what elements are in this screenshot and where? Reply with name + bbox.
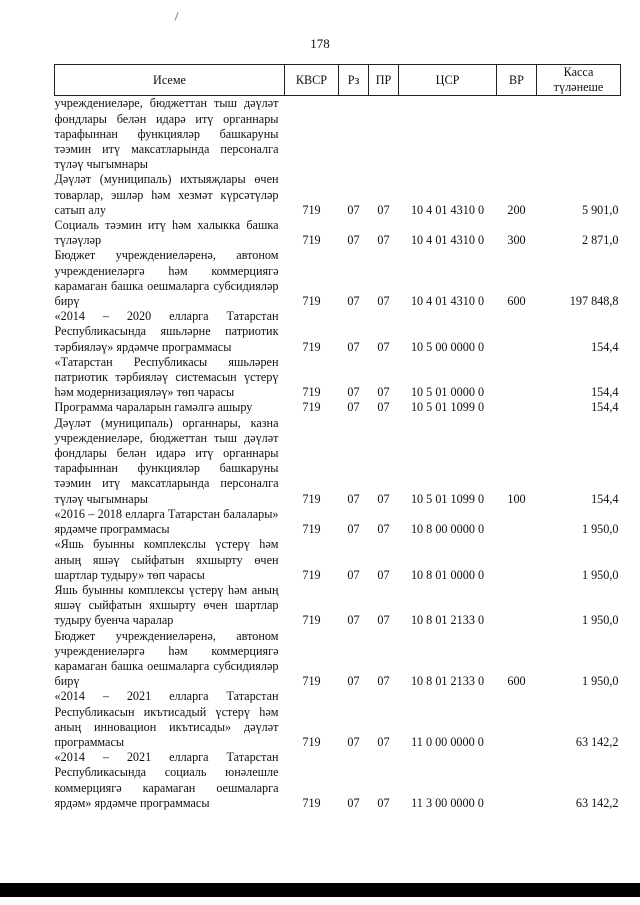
cell-kvsr: 719 (302, 567, 321, 582)
table-row (55, 355, 621, 401)
cell-pr: 07 (377, 734, 390, 749)
table-header-row (55, 65, 621, 96)
cell-vr (497, 507, 537, 537)
cell-vr (497, 309, 537, 355)
cell-amount: 197 848,8 (569, 294, 619, 309)
table-row (55, 172, 621, 218)
cell-name: «2014 – 2021 елларга Татарстан Республикасын икътисадый үстерү һәм аның инновацион икътисады» дәүләт программасы (54, 689, 279, 749)
cell-pr: 07 (377, 400, 390, 415)
page-number: 178 (310, 36, 330, 51)
cell-kvsr: 719 (302, 202, 321, 217)
cell-rz: 07 (347, 339, 360, 354)
cell-csr: 11 0 00 0000 0 (411, 734, 484, 749)
table-body (55, 96, 621, 811)
cell-pr: 07 (377, 233, 390, 248)
cell-csr: 10 8 01 2133 0 (410, 674, 485, 689)
cell-amount: 63 142,2 (575, 795, 619, 810)
cell-pr: 07 (377, 491, 390, 506)
cell-name: Дәүләт (муниципаль) органнары, казна учреждениеләре, бюджеттан тыш дәүләт фондлары белән идарә итү органнары тарафыннан функцияләр башкаруны тәэмин итү максатларында персоналга түләү чыгымнары (54, 415, 279, 506)
cell-kvsr (285, 96, 339, 173)
cell-amount: 5 901,0 (581, 202, 619, 217)
cell-name: Социаль тәэмин итү һәм халыкка башка түләүләр (54, 218, 279, 248)
cell-rz: 07 (347, 567, 360, 582)
cell-rz: 07 (347, 294, 360, 309)
cell-csr: 10 4 01 4310 0 (410, 202, 485, 217)
cell-csr: 10 8 01 0000 0 (410, 567, 485, 582)
cell-vr (497, 750, 537, 811)
cell-kvsr: 719 (302, 522, 321, 537)
cell-kvsr: 719 (302, 491, 321, 506)
table-row (55, 400, 621, 415)
cell-amount: 1 950,0 (581, 522, 619, 537)
cell-vr (497, 537, 537, 583)
cell-csr: 10 8 01 2133 0 (410, 613, 485, 628)
cell-name: Бюджет учреждениеләренә, автоном учреждениеләргә һәм коммерциягә карамаган башка оешмаларга субсидияләр бирү (54, 248, 279, 309)
cell-pr: 07 (377, 795, 390, 810)
table-row (55, 416, 621, 507)
cell-pr: 07 (377, 613, 390, 628)
cell-amount (537, 96, 621, 173)
cell-vr (497, 689, 537, 750)
table-row (55, 583, 621, 629)
cell-vr: 600 (507, 294, 526, 309)
cell-rz: 07 (347, 385, 360, 400)
cell-name: Программа чараларын гамәлгә ашыру (54, 400, 253, 415)
cell-name: «2014 – 2020 елларга Татарстан Республикасында яшьләрне патриотик тәрбияләү» ярдәмче программасы (54, 309, 279, 354)
cell-rz: 07 (347, 795, 360, 810)
cell-csr: 10 5 01 1099 0 (410, 400, 485, 415)
cell-pr: 07 (377, 674, 390, 689)
header-vr: ВР (497, 65, 537, 96)
table-row (55, 309, 621, 355)
cell-csr: 10 5 01 0000 0 (410, 385, 485, 400)
cell-pr: 07 (377, 202, 390, 217)
cell-name: «2016 – 2018 елларга Татарстан балалары» ярдәмче программасы (54, 506, 279, 537)
cell-pr: 07 (377, 294, 390, 309)
cell-csr: 10 4 01 4310 0 (410, 294, 485, 309)
cell-pr: 07 (377, 385, 390, 400)
cell-csr: 10 8 00 0000 0 (410, 522, 485, 537)
cell-rz: 07 (347, 233, 360, 248)
header-rz: Рз (339, 65, 369, 96)
cell-rz: 07 (347, 491, 360, 506)
cell-vr (497, 96, 537, 173)
header-name: Исеме (55, 65, 285, 96)
cell-kvsr: 719 (302, 734, 321, 749)
cell-amount: 2 871,0 (581, 233, 619, 248)
cell-amount: 1 950,0 (581, 567, 619, 582)
cell-amount: 154,4 (591, 339, 619, 354)
header-csr: ЦСР (399, 65, 497, 96)
cell-kvsr: 719 (302, 674, 321, 689)
cell-rz: 07 (347, 202, 360, 217)
header-amount-line2: түләнеше (553, 80, 604, 95)
cell-name: учреждениеләре, бюджеттан тыш дәүләт фондлары белән идарә итү органнары тарафыннан функцияләр башкаруны тәэмин итү максатларында персоналга түләү чыгымнары (54, 96, 279, 172)
cell-rz: 07 (347, 674, 360, 689)
table-row (55, 629, 621, 690)
budget-table (54, 64, 621, 811)
cell-amount: 1 950,0 (581, 674, 619, 689)
cell-amount: 1 950,0 (581, 613, 619, 628)
table-row (55, 96, 621, 173)
cell-name: «Татарстан Республикасы яшьләрен патриотик тәрбияләү системасын үстерү һәм модернизацияләү» төп чарасы (54, 354, 279, 400)
cell-csr: 10 5 01 1099 0 (410, 491, 485, 506)
scan-border (0, 883, 640, 897)
cell-kvsr: 719 (302, 613, 321, 628)
header-amount-line1: Касса (563, 65, 594, 79)
cell-csr (399, 96, 497, 173)
cell-vr (497, 400, 537, 415)
cell-vr (497, 355, 537, 401)
cell-vr: 100 (507, 491, 526, 506)
cell-rz (339, 96, 369, 173)
cell-name: «Яшь буынны комплекслы үстерү һәм аның яшәү сыйфатын яхшырту өчен шартлар тудыру» төп чарасы (54, 537, 279, 582)
table-row (55, 218, 621, 248)
header-pr: ПР (369, 65, 399, 96)
cell-vr: 200 (507, 202, 526, 217)
cell-vr: 300 (507, 233, 526, 248)
cell-name: Бюджет учреждениеләренә, автоном учреждениеләргә һәм коммерциягә карамаган башка оешмаларга субсидияләр бирү (54, 628, 279, 689)
cell-amount: 154,4 (591, 491, 619, 506)
cell-rz: 07 (347, 400, 360, 415)
table-row (55, 689, 621, 750)
cell-pr: 07 (377, 339, 390, 354)
cell-vr: 600 (507, 674, 526, 689)
cell-csr: 10 5 00 0000 0 (410, 339, 485, 354)
cell-name: Дәүләт (муниципаль) ихтыяҗлары өчен товарлар, эшләр һәм хезмәт күрсәтүләр сатып алу (54, 172, 279, 217)
cell-pr (369, 96, 399, 173)
cell-rz: 07 (347, 522, 360, 537)
table-row (55, 750, 621, 811)
table-row (55, 248, 621, 309)
cell-pr: 07 (377, 567, 390, 582)
cell-kvsr: 719 (302, 233, 321, 248)
cell-kvsr: 719 (302, 385, 321, 400)
cell-kvsr: 719 (302, 400, 321, 415)
cell-rz: 07 (347, 734, 360, 749)
cell-amount: 154,4 (591, 385, 619, 400)
cell-amount: 154,4 (591, 400, 619, 415)
cell-rz: 07 (347, 613, 360, 628)
cell-name: «2014 – 2021 елларга Татарстан Республикасында социаль юнәлешле коммерциягә карамаган оешмаларга ярдәм» ярдәмче программасы (54, 750, 279, 810)
table-row (55, 507, 621, 537)
cell-kvsr: 719 (302, 795, 321, 810)
header-kvsr: КВСР (285, 65, 339, 96)
cell-csr: 10 4 01 4310 0 (410, 233, 485, 248)
cell-amount: 63 142,2 (575, 734, 619, 749)
scan-mark (174, 12, 178, 21)
header-amount (537, 65, 621, 96)
cell-csr: 11 3 00 0000 0 (411, 795, 484, 810)
cell-kvsr: 719 (302, 339, 321, 354)
cell-kvsr: 719 (302, 294, 321, 309)
table-row (55, 537, 621, 583)
cell-vr (497, 583, 537, 629)
cell-pr: 07 (377, 522, 390, 537)
cell-name: Яшь буынны комплексы үстерү һәм аның яшәү сыйфатын яхшырту өчен шартлар тудыру буенча чаралар (54, 582, 279, 628)
